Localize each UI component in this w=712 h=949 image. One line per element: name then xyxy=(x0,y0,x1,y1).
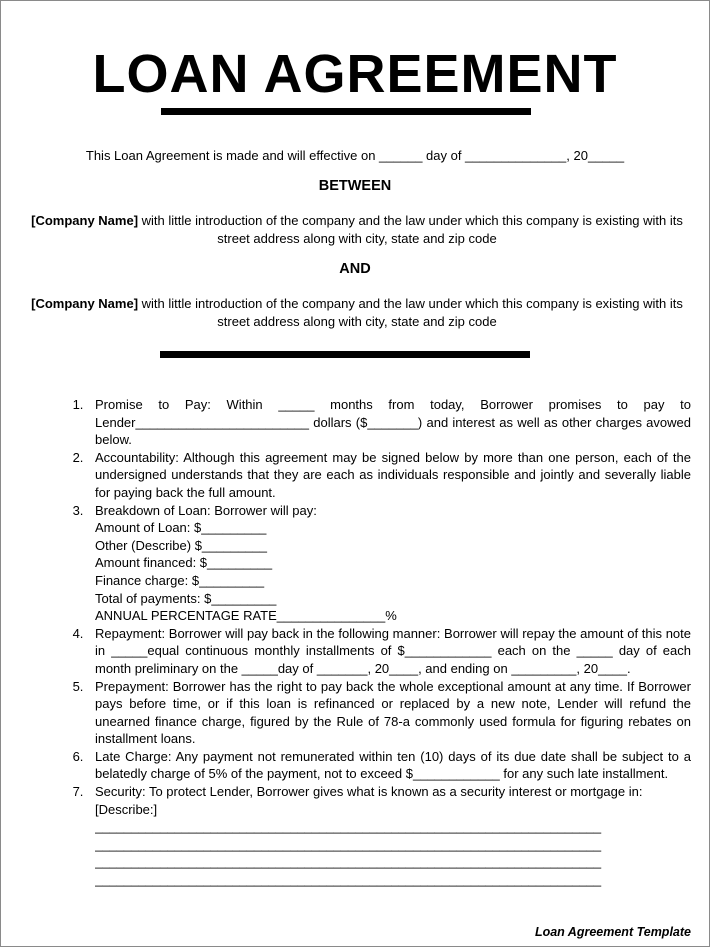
breakdown-apr: ANNUAL PERCENTAGE RATE_______________% xyxy=(95,608,397,624)
breakdown-other: Other (Describe) $_________ xyxy=(95,537,267,553)
footer-caption: Loan Agreement Template xyxy=(534,925,691,939)
party-two-name: [Company Name] xyxy=(31,296,139,311)
term-text: Promise to Pay: Within _____ months from today, Borrower promises to pay to Lender________________________ dollars ($_______) and interest as well as other charges avowed below. xyxy=(95,397,691,448)
term-text: Prepayment: Borrower has the right to pay back the whole exceptional amount at any time. If Borrower pays before time, or if this loan is refinanced or replaced by a new note, Lender will refund the unearned finance charge, figured by the Rule of 78-a commonly used formula for figuring rebates on installment loans. xyxy=(95,678,691,747)
term-number: 2. xyxy=(72,449,84,465)
and-heading: AND xyxy=(339,261,371,277)
intro-line: This Loan Agreement is made and will effective on ______ day of ______________, 20_____ xyxy=(85,148,625,163)
breakdown-total-payments: Total of payments: $_________ xyxy=(95,590,277,606)
term-text: Repayment: Borrower will pay back in the following manner: Borrower will repay the amount of this note in _____equal continuous monthly installments of $____________ each on the _____ day of each month preliminary on the _____day of _______, 20____, and ending on _________, 20____. xyxy=(95,625,691,676)
term-text: Breakdown of Loan: Borrower will pay: xyxy=(95,502,317,518)
between-heading: BETWEEN xyxy=(318,178,392,194)
party-one-text: with little introduction of the company and the law under which this company is existing with its street address along with city, state and zip code xyxy=(138,213,683,246)
term-number: 7. xyxy=(72,784,84,800)
term-item xyxy=(61,396,691,449)
party-one-name: [Company Name] xyxy=(31,213,139,228)
party-one xyxy=(21,212,693,248)
term-number: 5. xyxy=(72,678,84,694)
section-divider xyxy=(160,351,530,358)
term-item xyxy=(61,678,691,748)
term-item xyxy=(61,748,691,783)
terms-list xyxy=(61,396,691,889)
security-blank-line: ______________________________________________________________________ xyxy=(95,872,602,888)
term-number: 6. xyxy=(72,748,84,764)
term-number: 4. xyxy=(72,625,84,641)
title-underline xyxy=(161,108,531,115)
security-blank-line: ______________________________________________________________________ xyxy=(95,854,602,870)
term-number: 3. xyxy=(72,502,84,518)
term-item xyxy=(61,625,691,678)
term-item xyxy=(61,783,691,889)
term-text: Accountability: Although this agreement may be signed below by more than one person, each of the undersigned understands that they are each as individuals responsible and jointly and severally liable for paying back the full amount. xyxy=(95,449,691,500)
term-text: Security: To protect Lender, Borrower gives what is known as a security interest or mortgage in: [Describe:] xyxy=(95,784,643,817)
party-two xyxy=(21,295,693,331)
term-text: Late Charge: Any payment not remunerated within ten (10) days of its due date shall be subject to a belatedly charge of 5% of the payment, not to exceed $____________ for any such late installment. xyxy=(95,748,691,782)
security-blank-line: ______________________________________________________________________ xyxy=(95,819,602,835)
term-number: 1. xyxy=(72,397,84,412)
term-item xyxy=(61,502,691,625)
breakdown-finance-charge: Finance charge: $_________ xyxy=(95,572,265,588)
breakdown-amount-of-loan: Amount of Loan: $_________ xyxy=(95,520,267,536)
party-two-text: with little introduction of the company and the law under which this company is existing with its street address along with city, state and zip code xyxy=(138,296,683,329)
breakdown-amount-financed: Amount financed: $_________ xyxy=(95,555,273,571)
security-blank-line: ______________________________________________________________________ xyxy=(95,836,602,852)
term-item xyxy=(61,449,691,502)
document-title: LOAN AGREEMENT xyxy=(92,44,618,104)
